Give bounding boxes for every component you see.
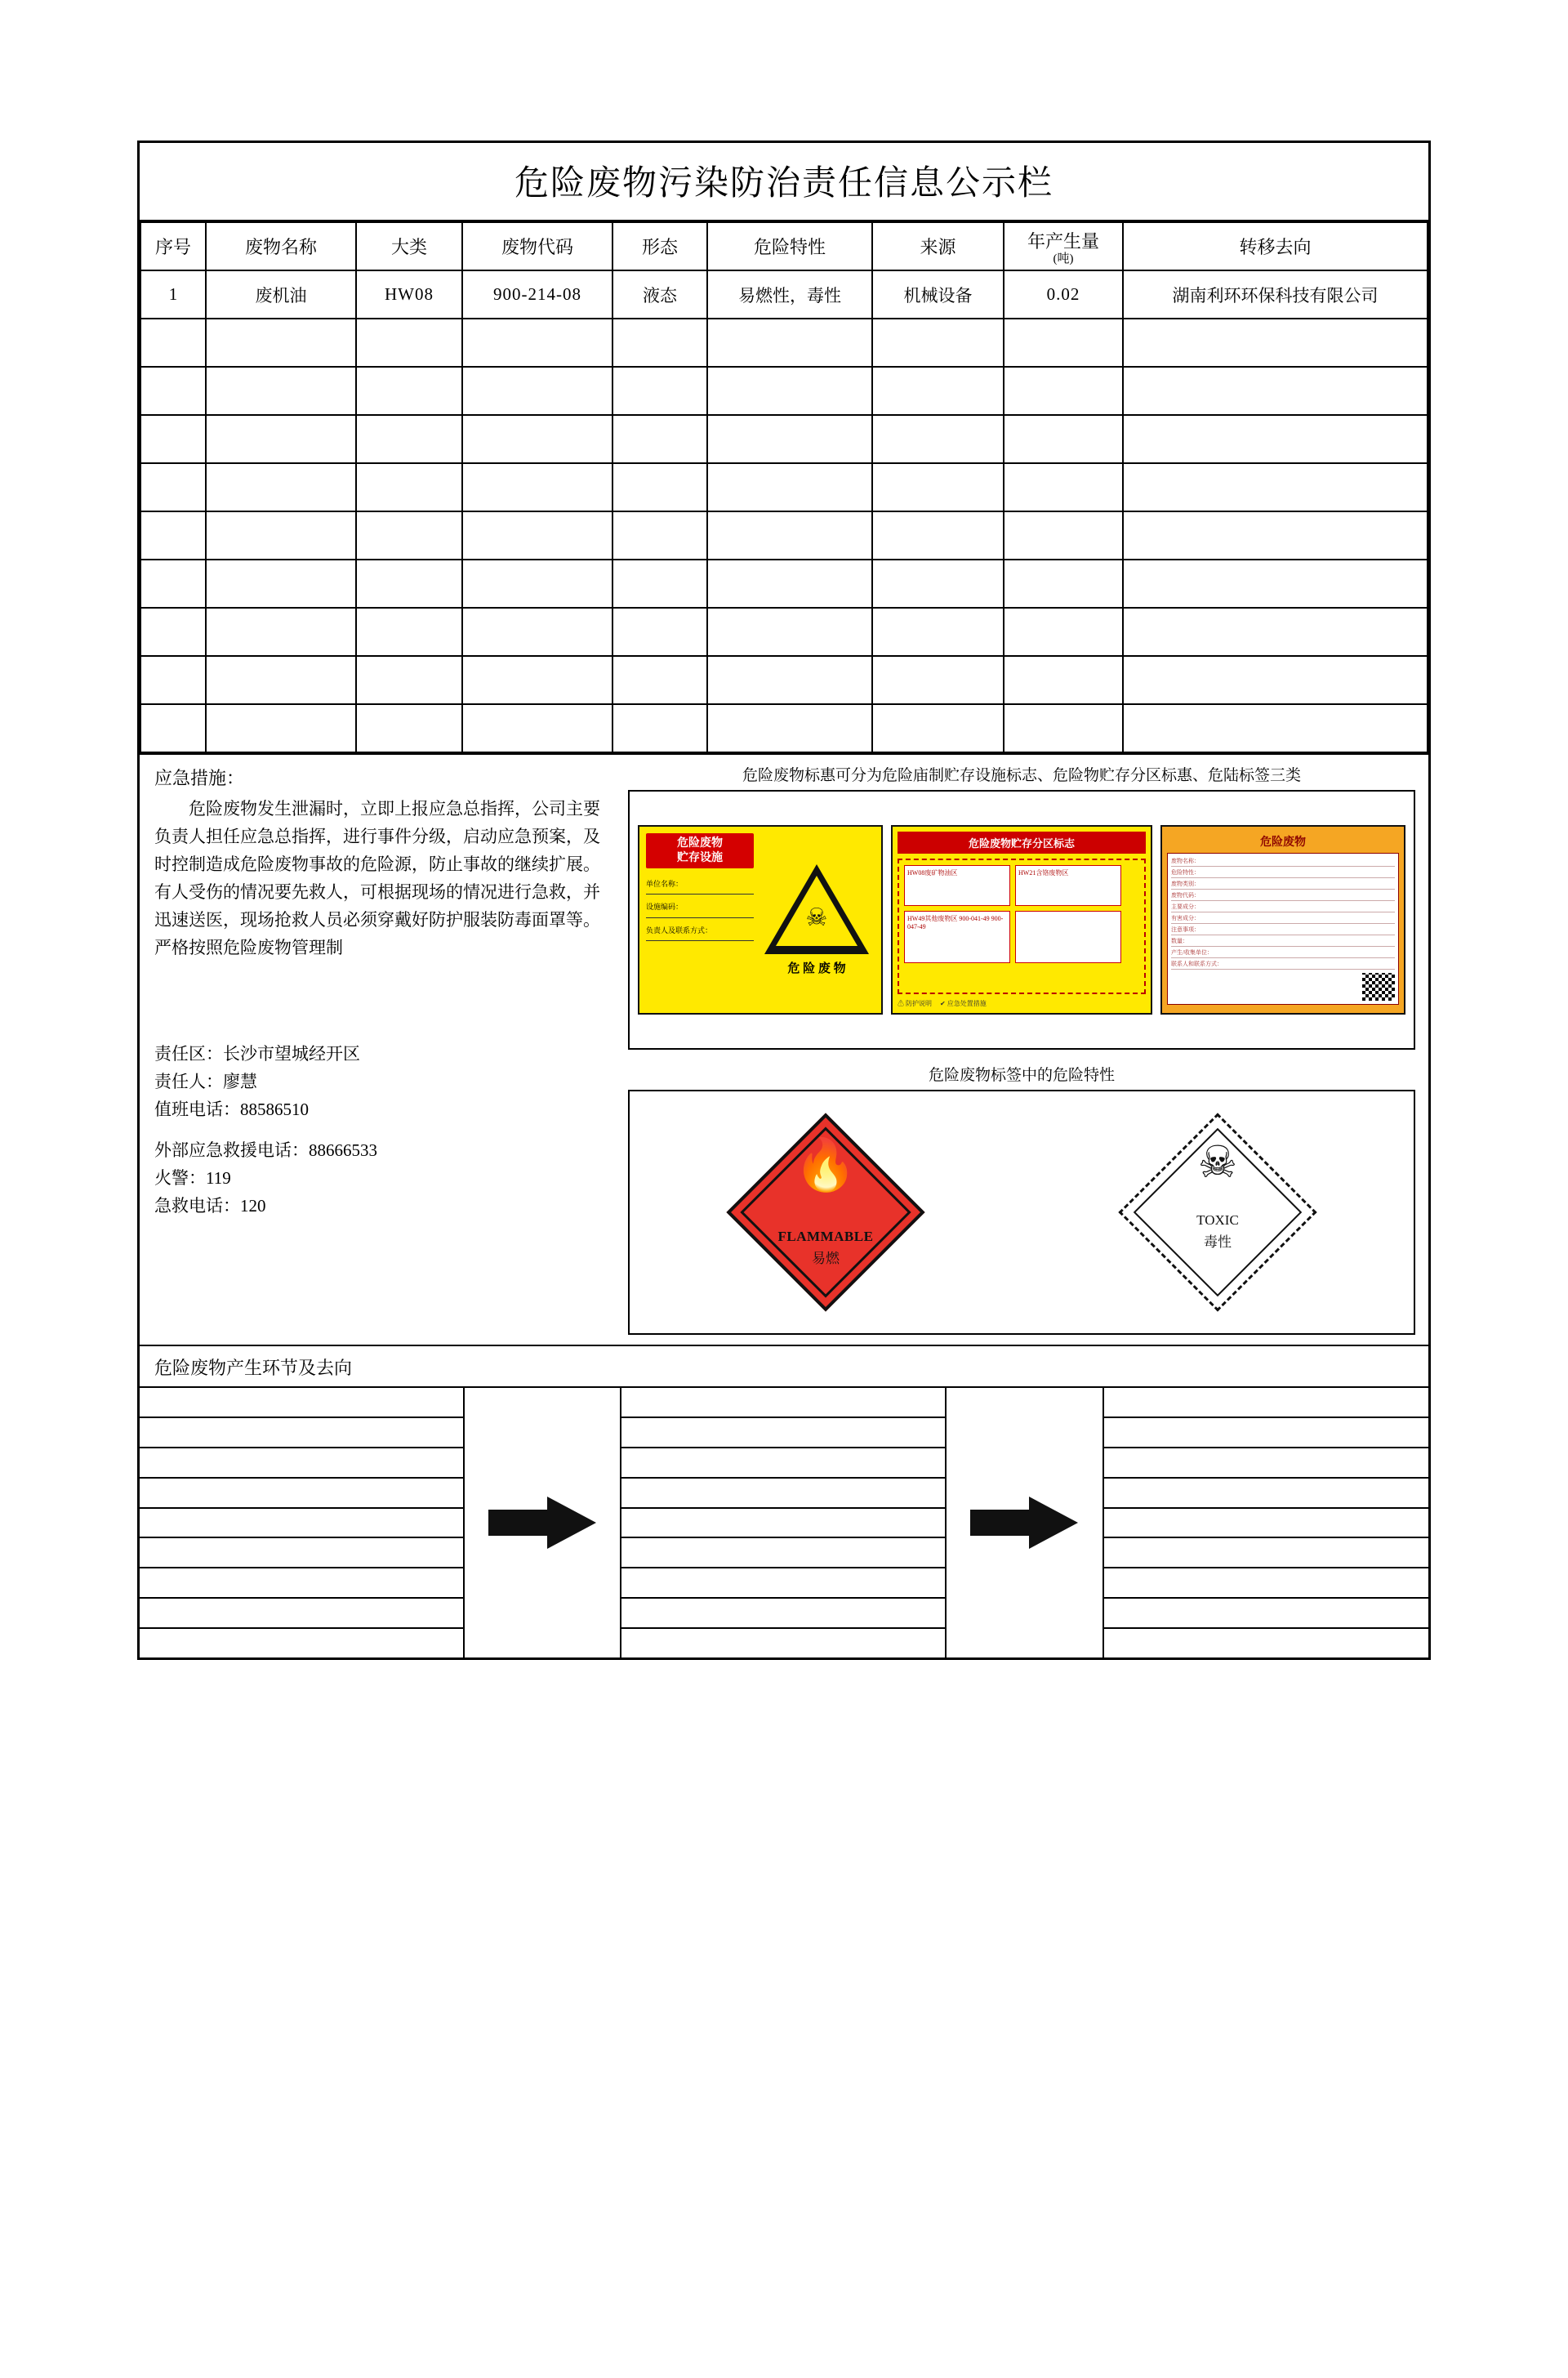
- placard3-field: 危险特性：: [1171, 868, 1395, 878]
- placard3-field: 联系人和联系方式：: [1171, 960, 1395, 970]
- table-row-empty: [140, 463, 1428, 511]
- cell-empty: [356, 560, 462, 608]
- cell-empty: [1004, 608, 1123, 656]
- cell-empty: [707, 656, 872, 704]
- table-row-empty: [140, 511, 1428, 560]
- cell-empty: [140, 560, 206, 608]
- labels-caption: 危险废物标惠可分为危险庙制贮存设施标志、危险物贮存分区标惠、危陆标签三类: [742, 767, 1301, 784]
- cell-empty: [206, 560, 356, 608]
- table-row-empty: [140, 367, 1428, 415]
- flow-lines-column-2: [621, 1388, 947, 1657]
- cell-empty: [872, 367, 1004, 415]
- flow-line: [621, 1568, 945, 1599]
- cell-empty: [462, 704, 612, 752]
- cell-empty: [206, 319, 356, 367]
- cell-empty: [872, 511, 1004, 560]
- flow-line: [621, 1479, 945, 1509]
- cell-empty: [462, 367, 612, 415]
- placard2-cell: HW21含铬废物区: [1015, 865, 1121, 906]
- storage-zone-placard: [891, 825, 1152, 1015]
- external-rescue-phone: 外部应急救援电话：88666533: [154, 1140, 377, 1161]
- col-header-source: 来源: [872, 222, 1004, 270]
- qr-code-icon: [1362, 973, 1395, 1001]
- cell-empty: [462, 319, 612, 367]
- table-row-empty: [140, 704, 1428, 752]
- cell-empty: [1123, 704, 1428, 752]
- flow-line: [140, 1418, 463, 1448]
- placard2-cell: HW08废矿物油区: [904, 865, 1010, 906]
- emergency-body: 危险废物发生泄漏时，立即上报应急总指挥，公司主要负责人担任应急总指挥，进行事件分级，启动应急预案，及时控制造成危险废物事故的危险源，防止事故的继续扩展。有人受伤的情况要先救人，可根据现场的情况进行急救，并迅速送医，现场抢救人员必须穿戴好防护服装防毒面罩等。严格按照危险废物管理制: [154, 799, 600, 958]
- cell-empty: [707, 560, 872, 608]
- flammable-placard: [724, 1110, 928, 1314]
- placard3-fields: [1167, 853, 1399, 1005]
- storage-facility-placard: [638, 825, 883, 1015]
- col-header-hazard: 危险特性: [707, 222, 872, 270]
- cell-empty: [612, 415, 707, 463]
- cell-empty: [707, 463, 872, 511]
- cell-empty: [206, 463, 356, 511]
- cell-empty: [1004, 560, 1123, 608]
- table-row-empty: [140, 608, 1428, 656]
- flow-section-title: 危险废物产生环节及去向: [140, 1345, 1428, 1386]
- placard2-footer: [898, 999, 1146, 1008]
- cell-empty: [1123, 415, 1428, 463]
- cell-empty: [612, 656, 707, 704]
- cell-empty: [140, 608, 206, 656]
- cell-empty: [1004, 463, 1123, 511]
- col-header-destination: 转移去向: [1123, 222, 1428, 270]
- placard3-field: 注意事项：: [1171, 926, 1395, 935]
- flow-line: [1104, 1599, 1428, 1629]
- cell-empty: [612, 608, 707, 656]
- cell-form: 液态: [612, 270, 707, 319]
- cell-empty: [1123, 608, 1428, 656]
- placard2-footer-item: ✔ 应急处置措施: [940, 1000, 987, 1007]
- placard1-bottom-caption: 危 险 废 物: [787, 961, 846, 975]
- hazard-caption: 危险废物标签中的危险特性: [928, 1067, 1115, 1084]
- placard3-field: 主要成分：: [1171, 903, 1395, 912]
- cell-empty: [1004, 511, 1123, 560]
- cell-category: HW08: [356, 270, 462, 319]
- flow-line: [140, 1599, 463, 1629]
- cell-empty: [707, 367, 872, 415]
- cell-amount: 0.02: [1004, 270, 1123, 319]
- flow-line: [140, 1388, 463, 1418]
- flammable-content: [740, 1137, 911, 1267]
- placard1-header-line1: 危险废物: [677, 837, 723, 850]
- flow-arrow-column-2: [947, 1388, 1103, 1657]
- cell-empty: [1004, 656, 1123, 704]
- labels-image-box: [628, 790, 1415, 1050]
- flow-line: [621, 1538, 945, 1568]
- table-header-row: [140, 222, 1428, 270]
- flow-line: [140, 1479, 463, 1509]
- arrow-right-icon: [488, 1497, 596, 1549]
- cell-empty: [206, 511, 356, 560]
- placard3-field: 废物名称：: [1171, 857, 1395, 867]
- cell-empty: [140, 704, 206, 752]
- responsibility-person: 责任人：廖慧: [154, 1072, 257, 1092]
- cell-empty: [872, 656, 1004, 704]
- page-title-row: [140, 143, 1428, 221]
- cell-empty: [1004, 319, 1123, 367]
- cell-empty: [1004, 367, 1123, 415]
- cell-empty: [140, 463, 206, 511]
- skull-icon: ☠: [1197, 1138, 1238, 1187]
- responsibility-block: [154, 1040, 600, 1220]
- ambulance-phone: 急救电话：120: [154, 1196, 266, 1216]
- flow-line: [1104, 1418, 1428, 1448]
- flow-arrow-column-1: [465, 1388, 621, 1657]
- placard1-header: [646, 833, 754, 868]
- cell-empty: [206, 608, 356, 656]
- placard1-header-line2: 贮存设施: [677, 851, 723, 864]
- placard1-field-code: 设施编码：: [646, 898, 754, 917]
- cell-empty: [462, 608, 612, 656]
- spacer: [154, 1123, 600, 1136]
- cell-empty: [206, 415, 356, 463]
- cell-empty: [140, 415, 206, 463]
- cell-empty: [140, 367, 206, 415]
- cell-empty: [356, 463, 462, 511]
- col-header-seq: 序号: [140, 222, 206, 270]
- col-header-code: 废物代码: [462, 222, 612, 270]
- cell-empty: [707, 608, 872, 656]
- dead-tree-icon: ☠: [805, 903, 828, 931]
- cell-empty: [612, 511, 707, 560]
- cell-empty: [462, 560, 612, 608]
- waste-table: [140, 221, 1428, 753]
- cell-empty: [707, 511, 872, 560]
- cell-empty: [1123, 560, 1428, 608]
- col-header-form: 形态: [612, 222, 707, 270]
- placard2-cell: [1015, 911, 1121, 963]
- flow-line: [621, 1509, 945, 1539]
- arrow-right-icon: [970, 1497, 1078, 1549]
- flow-line: [1104, 1568, 1428, 1599]
- placard2-cell: HW49其他废物区 900-041-49 900-047-49: [904, 911, 1010, 963]
- flow-line: [621, 1448, 945, 1479]
- placard3-header: 危险废物: [1167, 832, 1399, 853]
- cell-empty: [462, 415, 612, 463]
- flow-line: [1104, 1479, 1428, 1509]
- hazard-triangle-icon: [764, 864, 869, 954]
- placard3-field: 数量：: [1171, 937, 1395, 947]
- fire-phone: 火警：119: [154, 1168, 231, 1189]
- col-header-category: 大类: [356, 222, 462, 270]
- flow-line: [140, 1568, 463, 1599]
- flow-line: [140, 1629, 463, 1657]
- cell-empty: [140, 319, 206, 367]
- cell-empty: [140, 511, 206, 560]
- responsibility-area: 责任区：长沙市望城经开区: [154, 1044, 360, 1064]
- cell-code: 900-214-08: [462, 270, 612, 319]
- cell-source: 机械设备: [872, 270, 1004, 319]
- flow-line: [140, 1448, 463, 1479]
- public-notice-board: [137, 141, 1431, 1660]
- cell-empty: [872, 415, 1004, 463]
- flow-diagram: [140, 1386, 1428, 1657]
- cell-empty: [462, 656, 612, 704]
- cell-empty: [462, 463, 612, 511]
- col-header-amount-label: 年产生量: [1027, 230, 1099, 252]
- cell-name: 废机油: [206, 270, 356, 319]
- cell-empty: [356, 367, 462, 415]
- cell-empty: [1004, 415, 1123, 463]
- cell-empty: [356, 319, 462, 367]
- placard1-field-unit: 单位名称：: [646, 875, 754, 895]
- cell-empty: [1004, 704, 1123, 752]
- cell-empty: [612, 319, 707, 367]
- cell-empty: [462, 511, 612, 560]
- hazard-characteristics-box: [628, 1090, 1415, 1335]
- table-row-empty: [140, 319, 1428, 367]
- cell-seq: 1: [140, 270, 206, 319]
- emergency-heading: 应急措施：: [154, 768, 245, 788]
- cell-empty: [1123, 319, 1428, 367]
- label-illustrations-panel: [615, 755, 1428, 1345]
- flow-line: [621, 1388, 945, 1418]
- cell-empty: [872, 608, 1004, 656]
- flow-line: [621, 1418, 945, 1448]
- flammable-label-cn: 易燃: [812, 1251, 840, 1266]
- cell-hazard: 易燃性，毒性: [707, 270, 872, 319]
- cell-empty: [612, 704, 707, 752]
- cell-empty: [206, 656, 356, 704]
- cell-empty: [1123, 511, 1428, 560]
- cell-empty: [612, 560, 707, 608]
- cell-empty: [206, 367, 356, 415]
- table-row-empty: [140, 415, 1428, 463]
- page-title: 危险废物污染防治责任信息公示栏: [514, 165, 1054, 203]
- col-header-amount-unit: (吨): [1053, 252, 1074, 265]
- flow-lines-column-3: [1104, 1388, 1428, 1657]
- flammable-label-en: FLAMMABLE: [777, 1229, 874, 1244]
- placard2-header: 危险废物贮存分区标志: [898, 832, 1146, 854]
- toxic-placard: [1116, 1110, 1320, 1314]
- cell-empty: [356, 608, 462, 656]
- toxic-label-en: TOXIC: [1196, 1212, 1239, 1228]
- flow-line: [1104, 1538, 1428, 1568]
- table-row: [140, 270, 1428, 319]
- cell-empty: [356, 704, 462, 752]
- flow-line: [1104, 1629, 1428, 1657]
- cell-destination: 湖南利环环保科技有限公司: [1123, 270, 1428, 319]
- placard1-right: [759, 833, 875, 1006]
- cell-empty: [707, 415, 872, 463]
- flow-line: [621, 1629, 945, 1657]
- cell-empty: [612, 367, 707, 415]
- table-row-empty: [140, 656, 1428, 704]
- placard1-fields: [646, 875, 754, 944]
- placard3-field: 废物类别：: [1171, 880, 1395, 890]
- placard3-field: 废物代码：: [1171, 891, 1395, 901]
- placard3-field: 有害成分：: [1171, 914, 1395, 924]
- flow-line: [1104, 1448, 1428, 1479]
- cell-empty: [356, 415, 462, 463]
- cell-empty: [140, 656, 206, 704]
- placard1-field-contact: 负责人及联系方式：: [646, 921, 754, 941]
- table-body: [140, 270, 1428, 752]
- duty-phone: 值班电话：88586510: [154, 1100, 309, 1120]
- placard2-zone-area: [898, 859, 1146, 994]
- flow-line: [621, 1599, 945, 1629]
- flame-icon: 🔥: [794, 1138, 858, 1193]
- flow-line: [1104, 1509, 1428, 1539]
- cell-empty: [1123, 367, 1428, 415]
- flow-line: [1104, 1388, 1428, 1418]
- cell-empty: [1123, 656, 1428, 704]
- cell-empty: [356, 656, 462, 704]
- flow-line: [140, 1538, 463, 1568]
- hazardous-waste-label-placard: [1160, 825, 1405, 1015]
- cell-empty: [356, 511, 462, 560]
- cell-empty: [1123, 463, 1428, 511]
- emergency-section: [140, 753, 1428, 1345]
- cell-empty: [612, 463, 707, 511]
- flow-lines-column-1: [140, 1388, 465, 1657]
- emergency-text-panel: [140, 755, 615, 1345]
- cell-empty: [707, 704, 872, 752]
- flow-line: [140, 1509, 463, 1539]
- placard3-field: 产生/收集单位：: [1171, 948, 1395, 958]
- placard1-left: [646, 833, 754, 1006]
- cell-empty: [872, 560, 1004, 608]
- cell-empty: [872, 704, 1004, 752]
- cell-empty: [872, 463, 1004, 511]
- cell-empty: [872, 319, 1004, 367]
- cell-empty: [206, 704, 356, 752]
- toxic-label-cn: 毒性: [1204, 1234, 1232, 1250]
- placard2-footer-item: ⚠ 防护说明: [898, 1000, 932, 1007]
- toxic-content: [1132, 1137, 1303, 1251]
- col-header-amount: [1004, 222, 1123, 270]
- cell-empty: [707, 319, 872, 367]
- col-header-name: 废物名称: [206, 222, 356, 270]
- table-row-empty: [140, 560, 1428, 608]
